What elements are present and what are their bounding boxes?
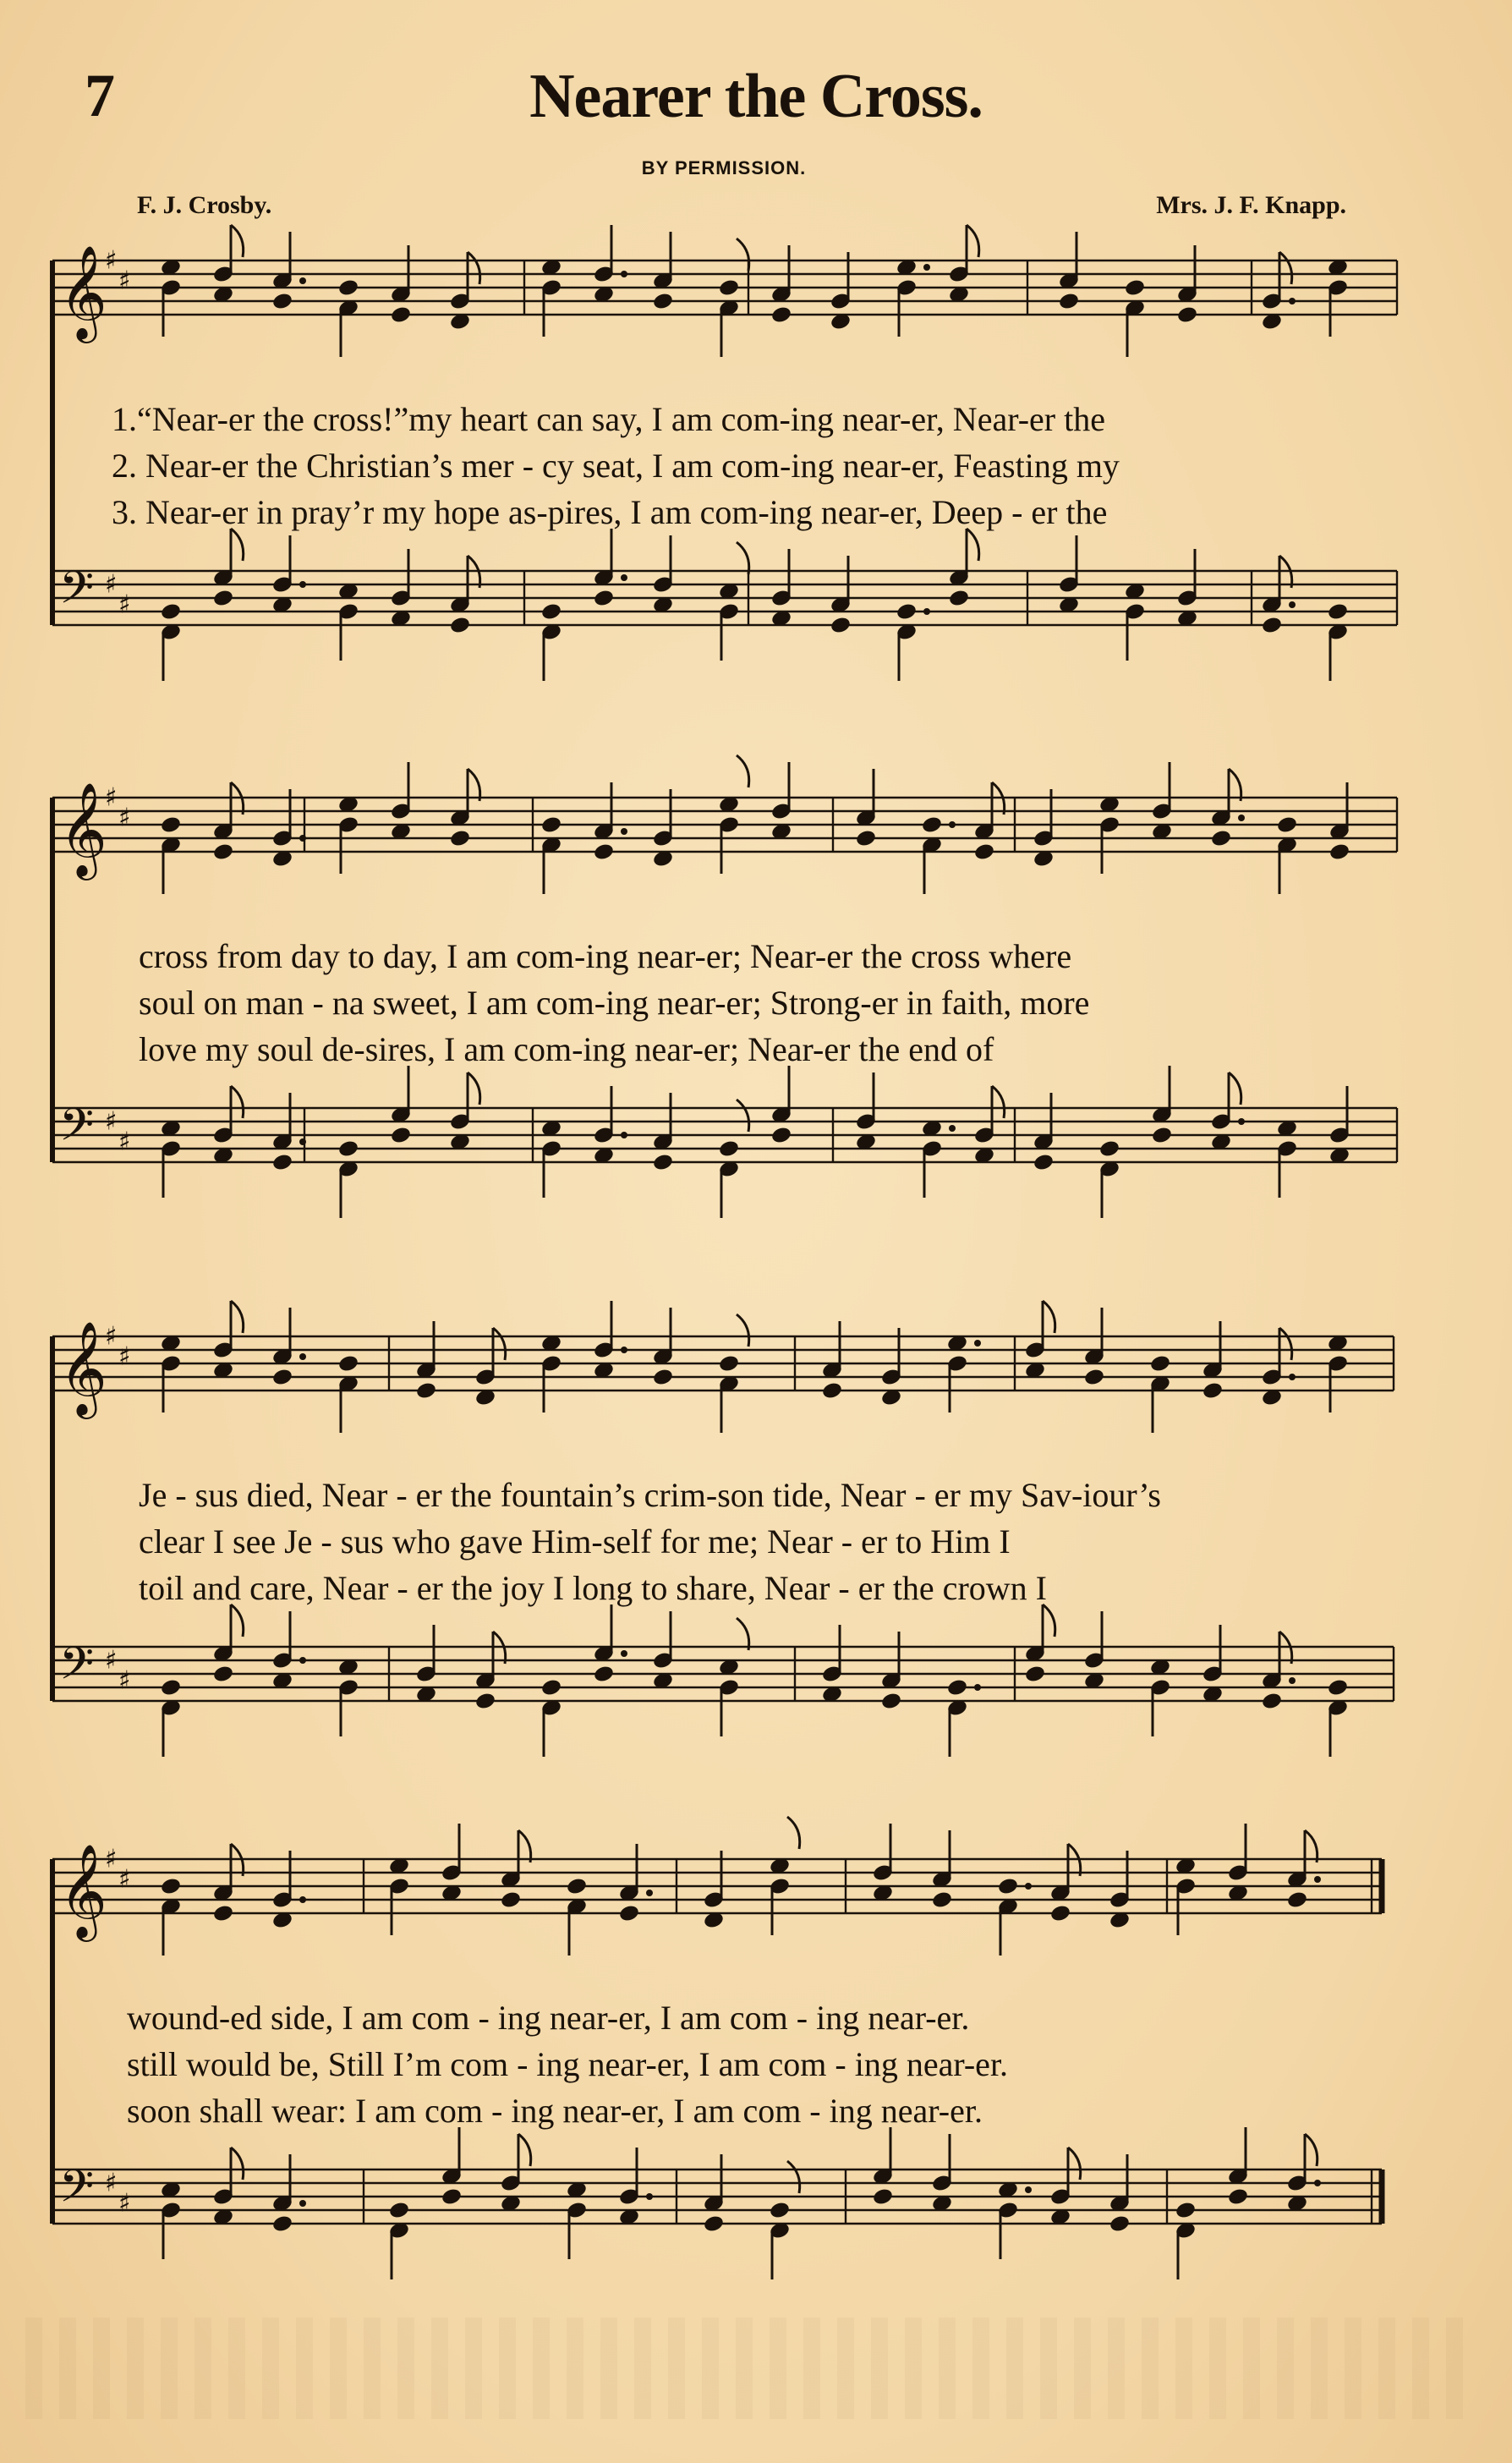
note-flag <box>231 2148 244 2180</box>
bass-clef-icon: 𝄢 <box>59 2161 95 2224</box>
note-head <box>830 616 852 635</box>
note-head <box>652 292 674 311</box>
note-head <box>652 1368 674 1387</box>
treble-staff <box>52 1817 1382 1956</box>
dot <box>1025 1883 1032 1890</box>
music-system-3 <box>0 1313 1512 1753</box>
note-head <box>946 1678 968 1698</box>
note-head <box>271 2214 293 2234</box>
lyric-verse-3: love my soul de-sires, I am com-ing near-er; Near-er the end of <box>139 1030 994 1068</box>
note-flag <box>1043 1605 1055 1637</box>
note-head <box>500 1890 522 1910</box>
note-head <box>160 815 182 835</box>
note-head <box>1098 1139 1120 1159</box>
sharp-icon: ♯ <box>105 1106 118 1137</box>
note-head <box>160 1877 182 1896</box>
dot <box>621 1132 627 1138</box>
dot <box>646 1890 653 1896</box>
hymn-number: 7 <box>85 62 115 129</box>
composer-credit: Mrs. J. F. Knapp. <box>1156 191 1346 219</box>
note-head <box>770 1126 792 1145</box>
sharp-icon: ♯ <box>118 2188 131 2219</box>
note-head <box>948 589 970 608</box>
dot <box>299 1138 306 1145</box>
sharp-icon: ♯ <box>118 1127 131 1157</box>
bass-staff <box>52 2127 1382 2279</box>
note-flag <box>787 2161 800 2193</box>
dot <box>621 574 627 581</box>
bass-clef-icon: 𝄢 <box>59 1638 95 1701</box>
note-head <box>1151 1126 1173 1145</box>
note-flag <box>231 1605 244 1637</box>
note-head <box>540 602 562 622</box>
music-system-4 <box>0 1835 1512 2275</box>
note-head <box>652 1153 674 1172</box>
note-head <box>271 1153 293 1172</box>
permission-note: BY PERMISSION. <box>641 157 807 178</box>
sharp-icon: ♯ <box>118 590 131 620</box>
lyric-verse-2: still would be, Still I’m com - ing near-er, I am com - ing near-er. <box>127 2045 1009 2083</box>
note-head <box>1286 1890 1308 1910</box>
note-head <box>1261 616 1283 635</box>
dot <box>1025 2186 1032 2193</box>
bass-clef-icon: 𝄢 <box>59 562 95 625</box>
dot <box>299 1657 306 1664</box>
lyric-verse-1: Je - sus died, Near - er the fountain’s crim-son tide, Near - er my Sav-iour’s <box>139 1476 1161 1514</box>
dot <box>299 277 306 284</box>
note-head <box>593 589 615 608</box>
note-flag <box>737 1100 749 1132</box>
note-flag <box>1305 2134 1318 2166</box>
dot <box>299 2200 306 2207</box>
note-flag <box>231 529 244 561</box>
note-flag <box>737 1618 749 1650</box>
dot <box>621 271 627 277</box>
treble-clef-icon: 𝄞 <box>59 782 107 876</box>
note-head <box>718 1354 740 1374</box>
sharp-icon: ♯ <box>105 2168 118 2198</box>
note-flag <box>1305 1830 1318 1862</box>
treble-staff <box>52 1301 1394 1433</box>
lyric-verse-2: 2. Near-er the Christian’s mer - cy seat, I am com-ing near-er, Feasting my <box>112 447 1120 485</box>
note-head <box>160 602 182 622</box>
dot <box>1238 1118 1245 1125</box>
note-head <box>449 616 471 635</box>
lyric-verse-2: clear I see Je - sus who gave Him-self for me; Near - er to Him I <box>139 1522 1011 1561</box>
lyric-verse-1: cross from day to day, I am com-ing near-er; Near-er the cross where <box>139 937 1072 975</box>
note-head <box>1033 1153 1055 1172</box>
note-head <box>474 1692 496 1711</box>
note-head <box>449 829 471 848</box>
note-flag <box>1279 1328 1292 1360</box>
sharp-icon: ♯ <box>118 266 131 296</box>
note-head <box>1202 1381 1224 1401</box>
note-flag <box>737 542 749 574</box>
note-head <box>1175 2201 1197 2220</box>
note-head <box>1083 1368 1105 1387</box>
hymn-title: Nearer the Cross. <box>529 62 983 131</box>
note-head <box>593 1665 615 1684</box>
note-head <box>1328 842 1350 862</box>
note-flag <box>518 1830 531 1862</box>
note-head <box>1024 1665 1046 1684</box>
note-flag <box>468 1072 480 1105</box>
dot <box>974 1340 981 1347</box>
note-head <box>1210 829 1232 848</box>
note-flag <box>468 252 480 284</box>
sharp-icon: ♯ <box>105 245 118 276</box>
dot <box>1289 601 1296 608</box>
page-stain <box>25 2318 1463 2419</box>
note-head <box>337 278 359 298</box>
note-flag <box>737 239 749 271</box>
note-head <box>770 305 792 325</box>
dot <box>1238 815 1245 821</box>
note-head <box>769 2201 791 2220</box>
dot <box>949 821 956 828</box>
note-head <box>271 1368 293 1387</box>
treble-clef-icon: 𝄞 <box>59 1843 107 1938</box>
sharp-icon: ♯ <box>105 1844 118 1874</box>
note-head <box>337 1139 359 1159</box>
note-head <box>540 815 562 835</box>
sharp-icon: ♯ <box>118 803 131 833</box>
note-head <box>566 1877 588 1896</box>
lyric-verse-2: soul on man - na sweet, I am com-ing near-er; Strong-er in faith, more <box>139 984 1090 1022</box>
note-head <box>1176 305 1198 325</box>
dot <box>621 1650 627 1657</box>
bass-staff <box>52 529 1397 681</box>
dot <box>299 1353 306 1360</box>
note-head <box>1124 278 1146 298</box>
note-flag <box>1279 252 1292 284</box>
note-head <box>212 1904 234 1923</box>
note-head <box>896 602 918 622</box>
note-head <box>337 1354 359 1374</box>
treble-staff <box>52 225 1397 357</box>
sharp-icon: ♯ <box>105 569 118 600</box>
note-head <box>997 1877 1019 1896</box>
note-head <box>931 1890 953 1910</box>
note-flag <box>1068 2148 1081 2180</box>
sharp-icon: ♯ <box>118 1665 131 1696</box>
note-flag <box>737 1314 749 1347</box>
lyricist-credit: F. J. Crosby. <box>137 191 272 219</box>
note-head <box>973 842 995 862</box>
dot <box>974 1684 981 1691</box>
treble-staff <box>52 755 1397 894</box>
dot <box>299 1896 306 1903</box>
note-head <box>212 842 234 862</box>
note-head <box>388 2201 410 2220</box>
note-head <box>718 1139 740 1159</box>
note-head <box>160 1678 182 1698</box>
music-system-2 <box>0 774 1512 1214</box>
dot <box>1289 1374 1296 1380</box>
note-head <box>880 1692 902 1711</box>
note-head <box>618 1904 640 1923</box>
sharp-icon: ♯ <box>105 1645 118 1676</box>
note-head <box>441 2187 463 2207</box>
note-head <box>1049 1904 1071 1923</box>
dot <box>621 828 627 835</box>
dot <box>646 2193 653 2200</box>
lyric-verse-3: 3. Near-er in pray’r my hope as-pires, I am com-ing near-er, Deep - er the <box>112 493 1108 531</box>
bass-clef-icon: 𝄢 <box>59 1100 95 1162</box>
note-flag <box>518 2134 531 2166</box>
note-head <box>872 2187 894 2207</box>
note-head <box>718 278 740 298</box>
note-head <box>593 842 615 862</box>
note-head <box>212 1665 234 1684</box>
note-head <box>821 1381 843 1401</box>
dot <box>1289 1677 1296 1684</box>
dot <box>1289 298 1296 304</box>
sharp-icon: ♯ <box>105 1321 118 1352</box>
note-flag <box>992 1086 1005 1118</box>
note-head <box>1327 1678 1349 1698</box>
note-head <box>855 829 877 848</box>
note-flag <box>493 1328 506 1360</box>
sharp-icon: ♯ <box>118 1864 131 1895</box>
dot <box>1314 1876 1321 1883</box>
note-flag <box>231 1086 244 1118</box>
note-head <box>1058 292 1080 311</box>
treble-clef-icon: 𝄞 <box>59 1320 107 1415</box>
dot <box>299 581 306 588</box>
note-head <box>271 292 293 311</box>
note-head <box>1261 1692 1283 1711</box>
lyric-verse-1: wound-ed side, I am com - ing near-er, I am com - ing near-er. <box>127 1999 970 2037</box>
note-head <box>1149 1354 1171 1374</box>
note-flag <box>468 769 480 801</box>
note-head <box>415 1381 437 1401</box>
lyric-verse-3: toil and care, Near - er the joy I long to share, Near - er the crown I <box>139 1569 1047 1607</box>
sharp-icon: ♯ <box>105 782 118 813</box>
note-head <box>1109 2214 1131 2234</box>
note-head <box>212 589 234 608</box>
music-system-1 <box>0 237 1512 677</box>
note-head <box>921 815 943 835</box>
note-flag <box>1229 769 1241 801</box>
dot <box>923 264 930 271</box>
lyric-verse-1: 1.“Near-er the cross!”my heart can say, I am com-ing near-er, Near-er the <box>112 400 1105 438</box>
bass-staff <box>52 1066 1397 1218</box>
note-head <box>703 2214 725 2234</box>
dot <box>923 608 930 615</box>
sharp-icon: ♯ <box>118 1341 131 1372</box>
dot <box>1314 2180 1321 2186</box>
note-head <box>1276 815 1298 835</box>
note-head <box>1227 2187 1249 2207</box>
note-flag <box>967 529 979 561</box>
treble-clef-icon: 𝄞 <box>59 244 107 339</box>
dot <box>621 1347 627 1353</box>
note-head <box>540 1678 562 1698</box>
dot <box>949 1125 956 1132</box>
note-head <box>1327 602 1349 622</box>
note-head <box>390 305 412 325</box>
lyric-verse-3: soon shall wear: I am com - ing near-er, I am com - ing near-er. <box>127 2092 983 2130</box>
note-flag <box>1229 1072 1241 1105</box>
note-head <box>390 1126 412 1145</box>
bass-staff <box>52 1605 1394 1757</box>
dot <box>299 835 306 842</box>
